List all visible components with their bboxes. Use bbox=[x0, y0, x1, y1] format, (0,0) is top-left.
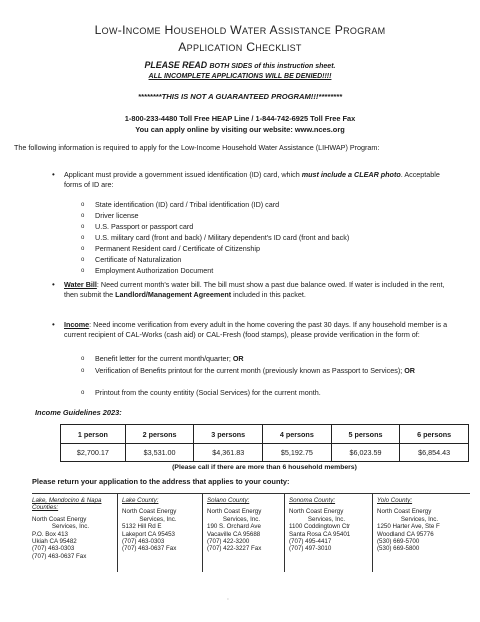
county-block-lake-mendocino-napa bbox=[32, 494, 117, 572]
circle-bullet-icon: o bbox=[81, 224, 85, 230]
address-line: North Coast Energy bbox=[289, 508, 344, 516]
circle-bullet-icon: o bbox=[81, 213, 85, 219]
list-item-text: Certificate of Naturalization bbox=[95, 255, 182, 264]
phone-line: (530) 669-5700 bbox=[377, 538, 420, 546]
water-bill-label: Water Bill bbox=[64, 280, 97, 289]
table-cell: $2,700.17 bbox=[61, 444, 126, 462]
list-item bbox=[81, 388, 465, 398]
address-line: 5132 Hill Rd E bbox=[122, 523, 162, 531]
table-cell: $4,361.83 bbox=[194, 444, 263, 462]
list-item bbox=[81, 266, 465, 277]
county-block-sonoma bbox=[284, 494, 372, 572]
list-item-text: State identification (ID) card / Tribal identification (ID) card bbox=[95, 200, 280, 209]
county-block-lake bbox=[117, 494, 202, 572]
denied-warning: ALL INCOMPLETE APPLICATIONS WILL BE DENIED!!!! bbox=[148, 73, 332, 80]
list-item-text: U.S. Passport or passport card bbox=[95, 222, 194, 231]
county-block-solano bbox=[202, 494, 284, 572]
address-line: P.O. Box 413 bbox=[32, 530, 69, 538]
list-item-text: Verification of Benefits printout for the current month (previously known as Passport to Services); bbox=[95, 366, 405, 375]
address-line: North Coast Energy bbox=[207, 508, 262, 516]
county-name: Solano County: bbox=[207, 497, 250, 504]
circle-bullet-icon: o bbox=[81, 246, 85, 252]
income-label: Income bbox=[64, 320, 90, 329]
table-cell: $3,531.00 bbox=[125, 444, 194, 462]
table-cell: $6,023.59 bbox=[331, 444, 400, 462]
list-item bbox=[81, 366, 465, 388]
phone-line: (530) 669-5800 bbox=[377, 545, 420, 553]
income-list bbox=[81, 354, 465, 398]
bullet-icon: • bbox=[52, 280, 55, 289]
list-item-or: OR bbox=[404, 366, 415, 375]
list-item bbox=[81, 222, 465, 233]
address-line: Services, Inc. bbox=[400, 515, 439, 523]
scan-mark: ⋅ bbox=[227, 597, 229, 603]
circle-bullet-icon: o bbox=[81, 268, 85, 274]
list-item bbox=[81, 233, 465, 244]
please-read-notice bbox=[0, 60, 480, 70]
county-addresses bbox=[32, 493, 470, 571]
circle-bullet-icon: o bbox=[81, 368, 85, 374]
phone-line: (707) 463-0303 bbox=[122, 538, 165, 546]
county-block-yolo bbox=[372, 494, 470, 572]
address-line: 1250 Harter Ave, Ste F bbox=[377, 523, 440, 531]
id-bullet bbox=[52, 170, 459, 190]
address-line: Ukiah CA 95482 bbox=[32, 538, 77, 546]
water-bill-bullet bbox=[52, 280, 459, 300]
circle-bullet-icon: o bbox=[81, 202, 85, 208]
address-line: Services, Inc. bbox=[222, 515, 261, 523]
intro-text: The following information is required to apply for the Low-Income Household Water Assistance (LIHWAP) Program: bbox=[14, 143, 380, 152]
water-bill-emph: Landlord/Management Agreement bbox=[115, 290, 232, 300]
address-line: Woodland CA 95776 bbox=[377, 530, 434, 538]
address-line: 190 S. Orchard Ave bbox=[207, 523, 261, 531]
table-header-cell: 6 persons bbox=[400, 425, 469, 444]
list-item bbox=[81, 200, 465, 211]
circle-bullet-icon: o bbox=[81, 235, 85, 241]
list-item-text: Benefit letter for the current month/quarter; bbox=[95, 354, 233, 363]
list-item-text: Permanent Resident card / Certificate of Citizenship bbox=[95, 244, 260, 253]
id-bullet-text: Applicant must provide a government issued identification (ID) card, which bbox=[64, 170, 302, 179]
income-bullet bbox=[52, 320, 459, 340]
please-read-rest: BOTH SIDES of this instruction sheet. bbox=[209, 63, 336, 70]
fax-line: (707) 463-0637 Fax bbox=[122, 545, 177, 553]
address-line: Vacaville CA 95688 bbox=[207, 530, 261, 538]
table-cell: $5,192.75 bbox=[263, 444, 332, 462]
income-guidelines-title: Income Guidelines 2023: bbox=[35, 408, 122, 417]
address-line: 1100 Coddingtown Ctr bbox=[289, 523, 351, 531]
page-subtitle: Application Checklist bbox=[178, 40, 302, 54]
please-read-caps: PLEASE READ bbox=[144, 60, 208, 70]
fax-line: (707) 422-3227 Fax bbox=[207, 545, 262, 553]
address-line: Services, Inc. bbox=[51, 523, 90, 531]
list-item-text: Employment Authorization Document bbox=[95, 266, 214, 275]
id-bullet-emph: must include a CLEAR photo bbox=[301, 170, 401, 179]
address-line: North Coast Energy bbox=[32, 515, 87, 523]
water-bill-tail: included in this packet. bbox=[231, 290, 306, 300]
bullet-icon: • bbox=[52, 320, 55, 329]
list-item-text: Printout from the county entitity (Social Services) for the current month. bbox=[95, 388, 321, 397]
list-item bbox=[81, 244, 465, 255]
county-name: Sonoma County: bbox=[289, 497, 336, 504]
return-instructions: Please return your application to the address that applies to your county: bbox=[32, 477, 290, 486]
county-name: Yolo County: bbox=[377, 497, 413, 504]
phone-line: (707) 422-3200 bbox=[207, 538, 250, 546]
phone-line: (707) 463-0303 bbox=[32, 545, 75, 553]
table-header-cell: 3 persons bbox=[194, 425, 263, 444]
online-line: You can apply online by visiting our website: www.nces.org bbox=[135, 125, 345, 134]
county-name: Lake, Mendocino & Napa Counties: bbox=[32, 497, 102, 512]
income-text: : Need income verification from every adult in the home covering the past 30 days. If any household member is a current recipient of CAL-Works (cash aid) or CAL-Fresh (food stamps), please provide verification in the form of: bbox=[64, 320, 448, 340]
address-line: Services, Inc. bbox=[307, 515, 346, 523]
circle-bullet-icon: o bbox=[81, 390, 85, 396]
address-line: Services, Inc. bbox=[139, 515, 177, 523]
table-cell: $6,854.43 bbox=[400, 444, 469, 462]
income-guidelines-note: (Please call if there are more than 6 household members) bbox=[172, 464, 357, 471]
phone-line: 1-800-233-4480 Toll Free HEAP Line / 1-844-742-6925 Toll Free Fax bbox=[124, 114, 356, 123]
phone-line: (707) 495-4417 bbox=[289, 538, 332, 546]
address-line: Santa Rosa CA 95401 bbox=[289, 530, 351, 538]
list-item-or: OR bbox=[232, 354, 244, 363]
fax-line: (707) 463-0637 Fax bbox=[32, 552, 87, 560]
list-item bbox=[81, 211, 465, 222]
id-bullet-tail: . Acceptable forms of ID are: bbox=[64, 170, 440, 190]
circle-bullet-icon: o bbox=[81, 257, 85, 263]
table-header-cell: 5 persons bbox=[331, 425, 400, 444]
id-list bbox=[81, 200, 465, 277]
circle-bullet-icon: o bbox=[81, 356, 85, 362]
not-guaranteed-warning: ********THIS IS NOT A GUARANTEED PROGRAM!!!******** bbox=[137, 92, 343, 101]
table-header-cell: 4 persons bbox=[263, 425, 332, 444]
table-header-cell: 2 persons bbox=[125, 425, 194, 444]
address-line: North Coast Energy bbox=[122, 508, 177, 516]
list-item-text: U.S. military card (front and back) / Military dependent's ID card (front and back) bbox=[95, 233, 350, 242]
table-header-cell: 1 person bbox=[61, 425, 126, 444]
income-guidelines-table bbox=[60, 424, 469, 462]
table-row bbox=[61, 444, 469, 462]
page-title: Low-Income Household Water Assistance Program bbox=[94, 23, 386, 37]
bullet-icon: • bbox=[52, 170, 55, 179]
table-header-row bbox=[61, 425, 469, 444]
phone-line: (707) 497-3010 bbox=[289, 545, 332, 553]
address-line: Lakeport CA 95453 bbox=[122, 530, 175, 538]
list-item-text: Driver license bbox=[95, 211, 139, 220]
water-bill-text: : Need current month's water bill. The bill must show a past due balance owed. If water is included in the rent, then submit the bbox=[64, 280, 445, 300]
address-line: North Coast Energy bbox=[377, 508, 432, 516]
list-item bbox=[81, 255, 465, 266]
list-item bbox=[81, 354, 465, 366]
county-name: Lake County: bbox=[122, 497, 159, 504]
